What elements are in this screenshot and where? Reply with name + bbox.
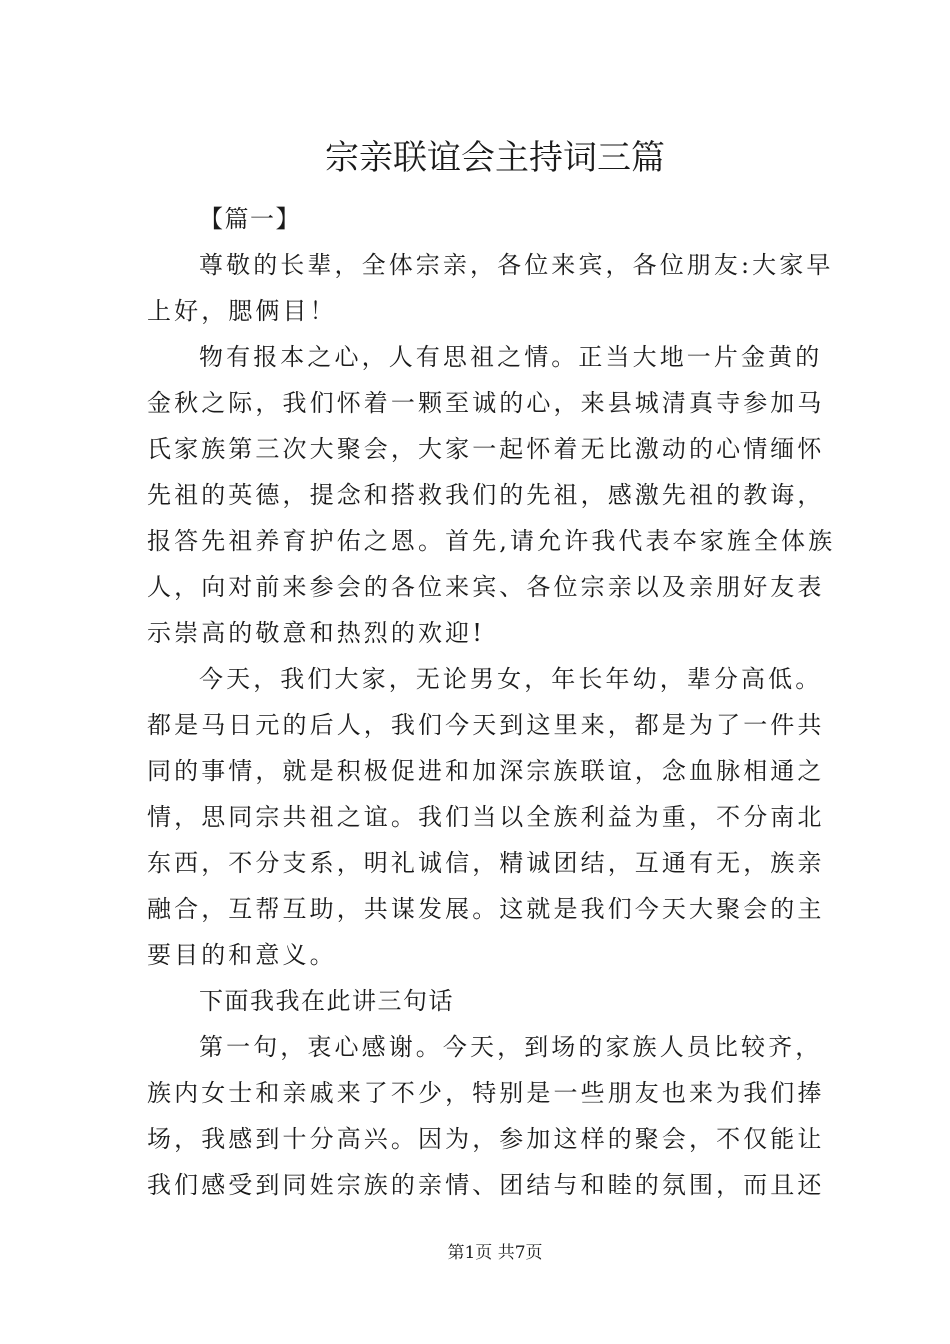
text-line: 我们感受到同姓宗族的亲情、团结与和睦的氛围，而且还 [147,1171,825,1199]
text-line: 族内女士和亲戚来了不少，特别是一些朋友也来为我们捧 [147,1079,825,1107]
text-line: 上好，腮俩目！ [147,297,337,325]
text-line: 情，思同宗共祖之谊。我们当以全族利益为重，不分南北 [147,803,825,831]
text-line: 东西，不分支系，明礼诚信，精诚团结，互通有无，族亲 [147,849,825,877]
text-line: 都是马日元的后人，我们今天到这里来，都是为了一件共 [147,711,825,739]
text-line: 场，我感到十分高兴。因为，参加这样的聚会，不仅能让 [147,1125,825,1153]
text-line: 同的事情，就是积极促进和加深宗族联谊，念血脉相通之 [147,757,825,785]
text-line: 先祖的英德，提念和搭救我们的先祖，感激先祖的教诲， [147,481,825,509]
section-heading: 【篇一】 [199,205,301,233]
text-line: 今天，我们大家，无论男女，年长年幼，辈分高低。 [199,665,823,693]
page-footer: 第1页 共7页 [447,1243,543,1263]
text-line: 报答先祖养育护佑之恩。首先,请允许我代表夲家旌全体族 [147,527,836,555]
text-line: 第一句，衷心感谢。今天，到场的家族人员比较齐， [199,1033,823,1061]
text-line: 融合，互帮互助，共谋发展。这就是我们今天大聚会的主 [147,895,825,923]
text-line: 下面我我在此讲三句话 [199,987,454,1015]
document-body [147,196,836,1208]
text-line: 尊敬的长辈，全体宗亲，各位来宾，各位朋友:大家早 [199,251,834,279]
text-line: 要目的和意义。 [147,941,337,969]
text-line: 示崇高的敬意和热烈的欢迎! [147,619,485,647]
text-line: 氏家族第三次大聚会，大家一起怀着无比激动的心情缅怀 [147,435,825,463]
document-title: 宗亲联谊会主持词三篇 [325,138,665,178]
text-line: 物有报本之心，人有思祖之情。正当大地一片金黄的 [199,343,823,371]
text-line: 人，向对前来参会的各位来宾、各位宗亲以及亲朋好友表 [147,573,825,601]
text-line: 金秋之际，我们怀着一颗至诚的心，来县城清真寺参加马 [147,389,825,417]
